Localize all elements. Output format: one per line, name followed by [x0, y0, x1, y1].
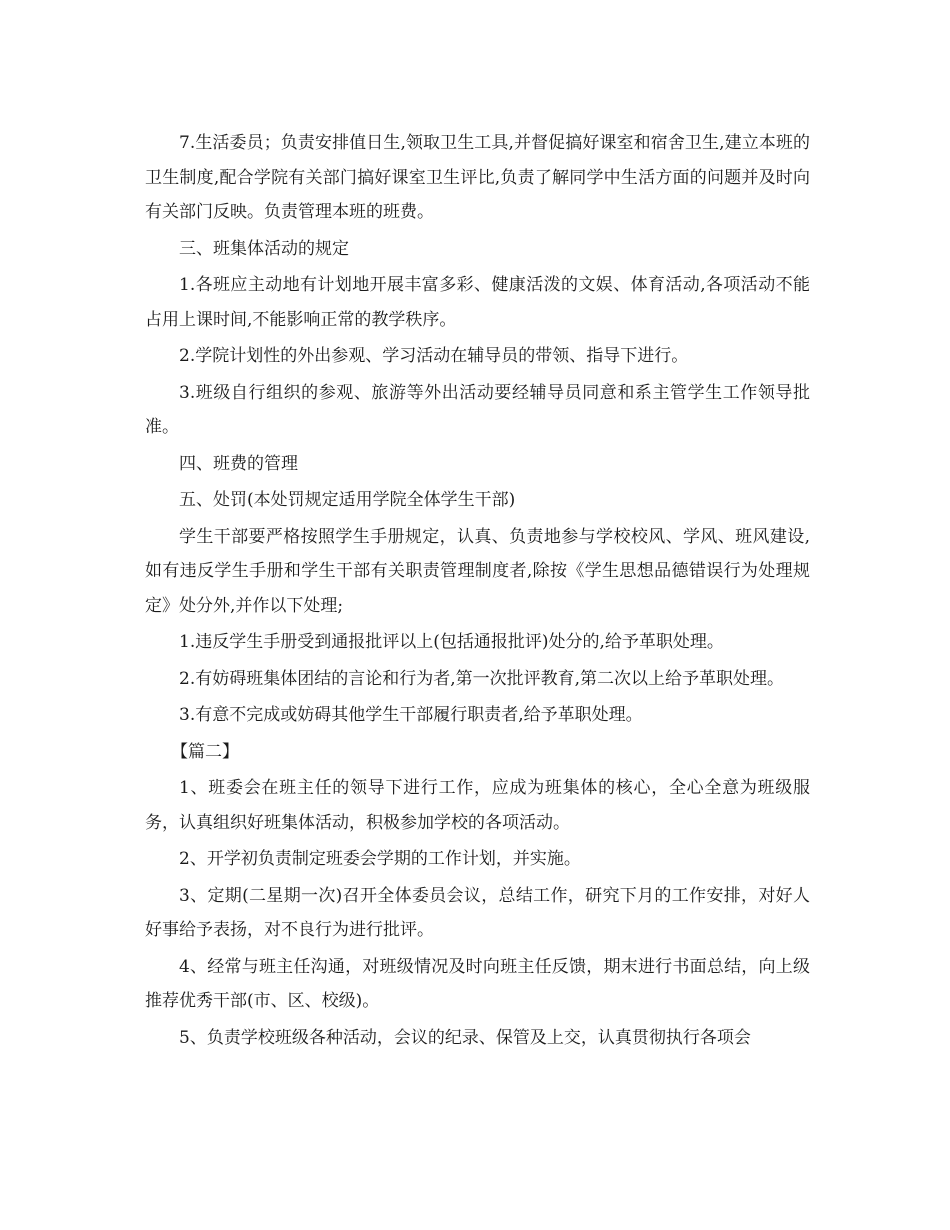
paragraph-part-two-4: 4、经常与班主任沟通，对班级情况及时向班主任反馈，期末进行书面总结，向上级推荐优秀干部(市、区、校级)。	[145, 956, 810, 1011]
paragraph-part-two-2: 2、开学初负责制定班委会学期的工作计划，并实施。	[179, 849, 581, 869]
section-heading-penalty: 五、处罚(本处罚规定适用学院全体学生干部)	[179, 490, 516, 510]
paragraph-part-two-5: 5、负责学校班级各种活动，会议的纪录、保管及上交，认真贯彻执行各项会	[179, 1027, 751, 1048]
document-body	[145, 126, 810, 1057]
paragraph-activity-rule-1: 1.各班应主动地有计划地开展丰富多彩、健康活泼的文娱、体育活动,各项活动不能占用上课时间,不能影响正常的教学秩序。	[145, 275, 810, 330]
paragraph-life-committee: 7.生活委员；负责安排值日生,领取卫生工具,并督促搞好课室和宿舍卫生,建立本班的卫生制度,配合学院有关部门搞好课室卫生评比,负责了解同学中生活方面的问题并及时向有关部门反映。负责管理本班的班费。	[145, 133, 810, 222]
paragraph-penalty-rule-1: 1.违反学生手册受到通报批评以上(包括通报批评)处分的,给予革职处理。	[179, 632, 724, 652]
section-tag-part-two: 【篇二】	[171, 741, 239, 762]
paragraph-penalty-rule-3: 3.有意不完成或妨碍其他学生干部履行职责者,给予革职处理。	[179, 705, 643, 725]
paragraph-penalty-intro: 学生干部要严格按照学生手册规定，认真、负责地参与学校校风、学风、班风建设,如有违反学生手册和学生干部有关职责管理制度者,除按《学生思想品德错误行为处理规定》处分外,并作以下处理;	[145, 526, 810, 616]
paragraph-activity-rule-2: 2.学院计划性的外出参观、学习活动在辅导员的带领、指导下进行。	[179, 346, 689, 366]
paragraph-part-two-1: 1、班委会在班主任的领导下进行工作，应成为班集体的核心，全心全意为班级服务，认真组织好班集体活动，积极参加学校的各项活动。	[145, 778, 810, 833]
paragraph-part-two-3: 3、定期(二星期一次)召开全体委员会议，总结工作，研究下月的工作安排，对好人好事给予表扬，对不良行为进行批评。	[145, 885, 810, 940]
section-heading-class-fee: 四、班费的管理	[179, 453, 298, 474]
paragraph-penalty-rule-2: 2.有妨碍班集体团结的言论和行为者,第一次批评教育,第二次以上给予革职处理。	[179, 668, 785, 689]
paragraph-activity-rule-3: 3.班级自行组织的参观、旅游等外出活动要经辅导员同意和系主管学生工作领导批准。	[145, 382, 810, 437]
section-heading-class-activities: 三、班集体活动的规定	[179, 238, 349, 259]
